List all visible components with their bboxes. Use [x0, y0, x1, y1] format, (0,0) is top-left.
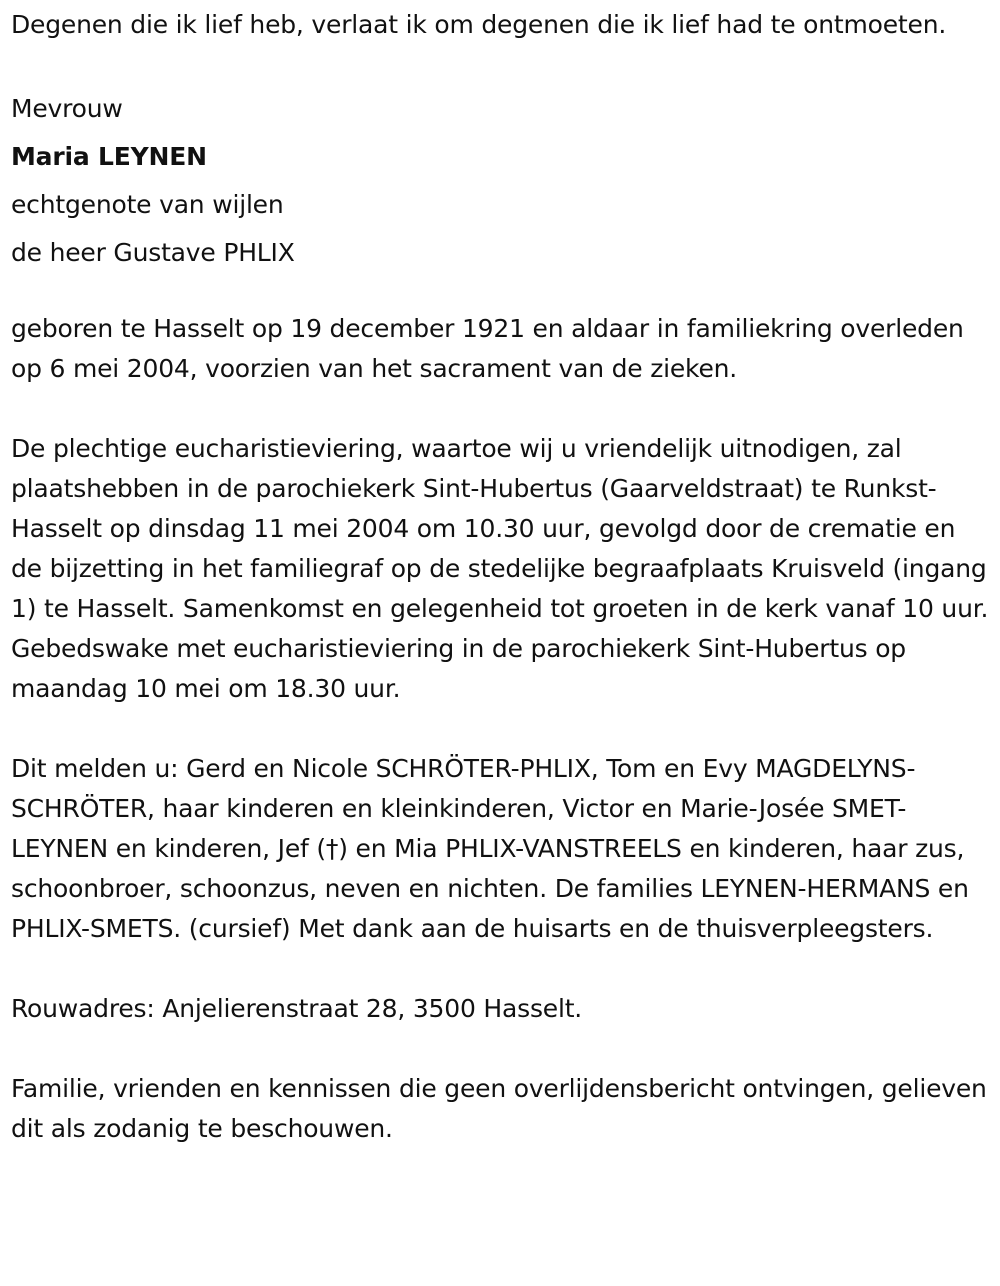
spouse-name: de heer Gustave PHLIX: [11, 238, 295, 267]
relation-text: echtgenote van wijlen: [11, 190, 284, 219]
mourning-address: Rouwadres: Anjelierenstraat 28, 3500 Hasselt.: [11, 994, 583, 1023]
deceased-header: [11, 85, 989, 277]
motto-text: Degenen die ik lief heb, verlaat ik om degenen die ik lief had te ontmoeten.: [11, 10, 947, 39]
ceremony-paragraph: De plechtige eucharistieviering, waartoe wij u vriendelijk uitnodigen, zal plaatshebben in de parochiekerk Sint-Hubertus (Gaarveldstraat) te Runkst-Hasselt op dinsdag 11 mei 2004 om 10.30 uur, gevolgd door de crematie en de bijzetting in het familiegraf op de stedelijke begraafplaats Kruisveld (ingang 1) te Hasselt. Samenkomst en gelegenheid tot groeten in de kerk vanaf 10 uur. Gebedswake met eucharistieviering in de parochiekerk Sint-Hubertus op maandag 10 mei om 18.30 uur.: [11, 434, 989, 703]
announcers-paragraph: Dit melden u: Gerd en Nicole SCHRÖTER-PHLIX, Tom en Evy MAGDELYNS-SCHRÖTER, haar kinderen en kleinkinderen, Victor en Marie-Josée SMET-LEYNEN en kinderen, Jef (†) en Mia PHLIX-VANSTREELS en kinderen, haar zus, schoonbroer, schoonzus, neven en nichten. De families LEYNEN-HERMANS en PHLIX-SMETS. (cursief) Met dank aan de huisarts en de thuisverpleegsters.: [11, 754, 969, 943]
salutation: Mevrouw: [11, 94, 123, 123]
closing-paragraph: Familie, vrienden en kennissen die geen overlijdensbericht ontvingen, gelieven dit als zodanig te beschouwen.: [11, 1074, 987, 1143]
deceased-name: Maria LEYNEN: [11, 142, 207, 171]
birth-death-paragraph: geboren te Hasselt op 19 december 1921 en aldaar in familiekring overleden op 6 mei 2004, voorzien van het sacrament van de zieken.: [11, 314, 964, 383]
